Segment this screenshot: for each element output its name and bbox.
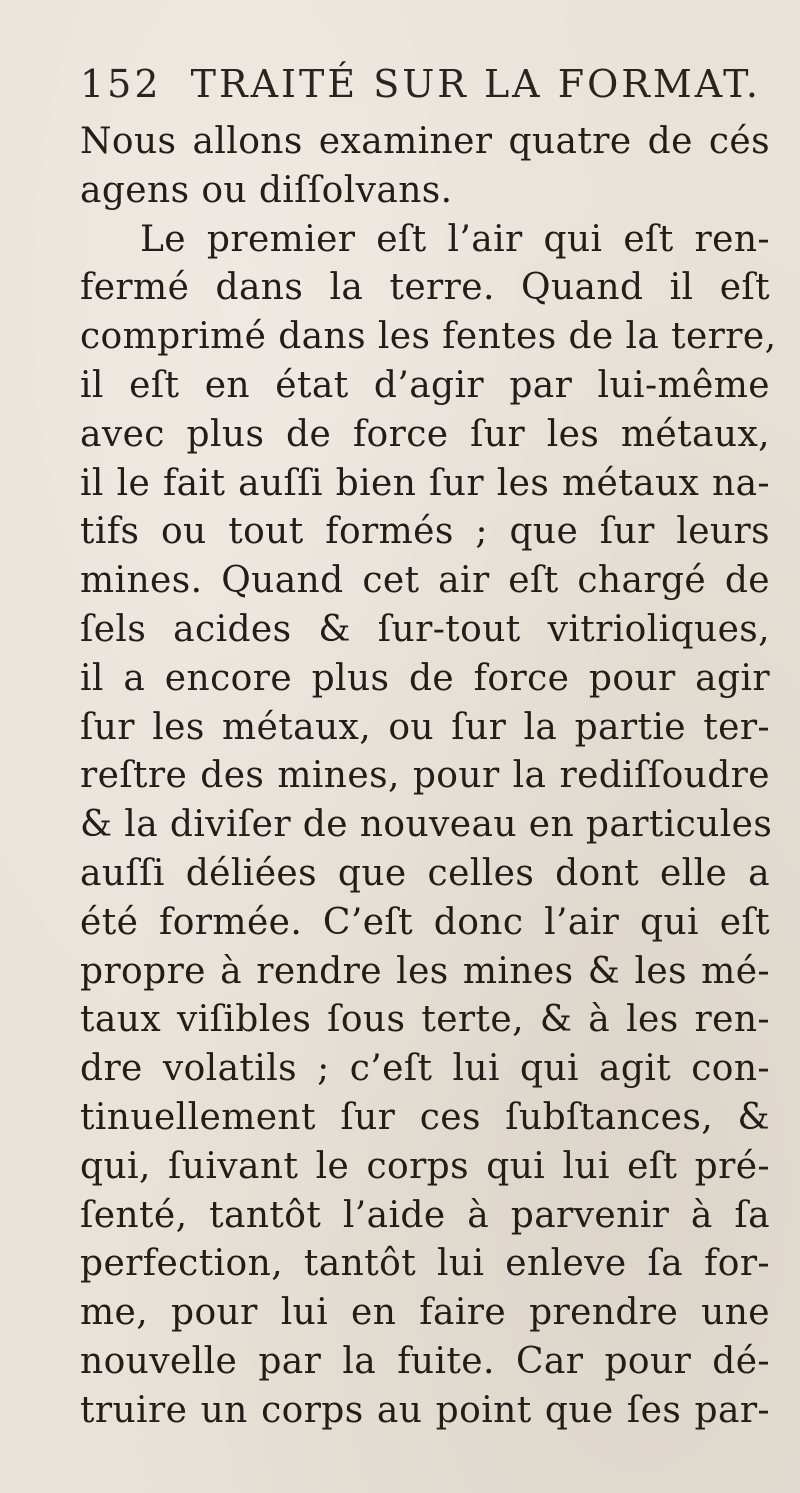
text-line: il eſt en état d’agir par lui-même <box>80 364 770 406</box>
text-line: avec plus de force ſur les métaux, <box>80 413 770 455</box>
text-line: il le fait auſſi bien ſur les métaux na- <box>80 462 770 504</box>
text-line: taux viſibles ſous terte, & à les ren- <box>80 999 770 1041</box>
text-line: ſur les métaux, ou ſur la partie ter- <box>80 706 770 748</box>
text-line: tifs ou tout formés ; que ſur leurs <box>80 511 770 553</box>
text-line: & la diviſer de nouveau en particules <box>80 804 773 846</box>
text-line: Le premier eſt l’air qui eſt ren- <box>140 218 770 260</box>
text-line: auſſi déliées que celles dont elle a <box>80 852 770 894</box>
text-line: mines. Quand cet air eſt chargé de <box>80 560 770 602</box>
text-line: perfection, tantôt lui enleve ſa for- <box>80 1243 770 1285</box>
text-line: agens ou diſſolvans. <box>80 169 453 211</box>
running-title: TRAITÉ SUR LA FORMAT. <box>190 62 761 106</box>
text-line: été formée. C’eſt donc l’air qui eſt <box>80 901 770 943</box>
page-number: 152 <box>80 62 162 106</box>
text-line: truire un corps au point que ſes par- <box>80 1389 770 1431</box>
text-line: reſtre des mines, pour la rediſſoudre <box>80 755 770 797</box>
text-line: Nous allons examiner quatre de cés <box>80 121 770 162</box>
text-line: comprimé dans les fentes de la terre, <box>80 316 777 358</box>
text-line: propre à rendre les mines & les mé- <box>80 950 770 992</box>
text-line: tinuellement ſur ces ſubſtances, & <box>80 1096 770 1138</box>
text-line: me, pour lui en faire prendre une <box>80 1292 770 1334</box>
running-header <box>80 62 780 112</box>
text-line: ſels acides & ſur-tout vitrioliques, <box>80 608 770 650</box>
text-line: il a encore plus de force pour agir <box>80 657 770 699</box>
text-line: nouvelle par la fuite. Car pour dé- <box>80 1340 770 1382</box>
body-text <box>80 118 777 1436</box>
text-line: qui, ſuivant le corps qui lui eſt pré- <box>80 1145 770 1187</box>
text-line: fermé dans la terre. Quand il eſt <box>80 267 770 309</box>
text-line: ſenté, tantôt l’aide à parvenir à ſa <box>80 1194 770 1236</box>
text-line: dre volatils ; c’eſt lui qui agit con- <box>80 1048 770 1090</box>
